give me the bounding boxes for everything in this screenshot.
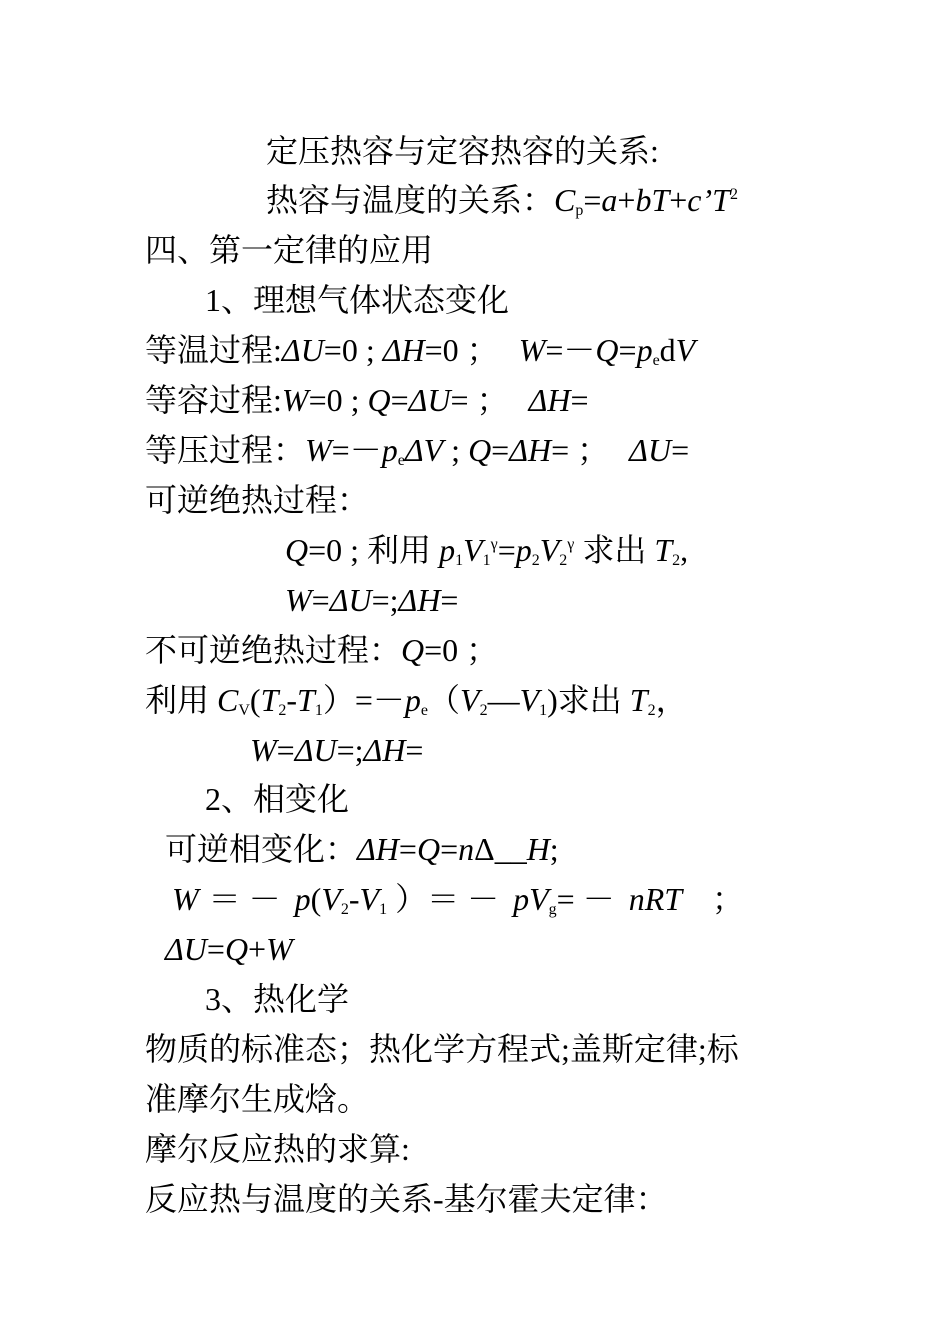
line-phase-change-3: ΔU=Q+W — [165, 931, 293, 967]
line-reversible-adiabatic: 可逆绝热过程： — [145, 482, 370, 518]
line-thermochemistry-4: 反应热与温度的关系-基尔霍夫定律： — [145, 1181, 668, 1217]
heading-section-4: 四、第一定律的应用 — [145, 232, 434, 268]
line-irreversible-adiabatic-3: W=ΔU=;ΔH= — [250, 732, 424, 768]
heading-4-3: 3、热化学 — [205, 981, 350, 1017]
line-phase-change-2: W ＝ － $p(V_2-V_1$ ）＝ － $pV_g=$ － nRT ； — [172, 881, 745, 918]
line-thermochemistry-1: 物质的标准态；热化学方程式;盖斯定律;标 — [145, 1031, 739, 1067]
line-reversible-adiabatic-1: Q=0 ; 利用 $p_1V_1^\gamma=p_2V_2^\gamma$ 求出 $T_2$, — [285, 532, 689, 569]
heading-4-2: 2、相变化 — [205, 781, 350, 817]
line-isothermal: 等温过程:ΔU=0 ; ΔH=0 ； $W=-Q=p_edV$ — [145, 332, 696, 369]
line-isobaric: 等压过程：$W=-p_e\Delta V$ ; Q=ΔH= ； ΔU= — [145, 432, 690, 469]
line-irreversible-adiabatic-2: 利用 $C_V(T_2-T_1)=-p_e(V_2—V_1)$求出 $T_2$， — [145, 682, 688, 719]
line-thermochemistry-2: 准摩尔生成焓。 — [145, 1081, 370, 1117]
line-isochoric: 等容过程:W=0 ; Q=ΔU= ； ΔH= — [145, 382, 589, 418]
line-thermochemistry-3: 摩尔反应热的求算: — [145, 1131, 410, 1167]
line-heat-capacity-temperature: 热容与温度的关系：$C_p=a+bT+c’T^2$ — [266, 182, 738, 219]
line-irreversible-adiabatic: 不可逆绝热过程：Q=0 ； — [145, 632, 499, 668]
line-reversible-adiabatic-2: W=ΔU=;ΔH= — [285, 582, 459, 618]
line-phase-change-1: 可逆相变化：ΔH=Q=nΔ__H; — [165, 831, 559, 867]
line-heat-capacity-relation: 定压热容与定容热容的关系: — [266, 133, 659, 169]
heading-4-1: 1、理想气体状态变化 — [205, 282, 510, 318]
